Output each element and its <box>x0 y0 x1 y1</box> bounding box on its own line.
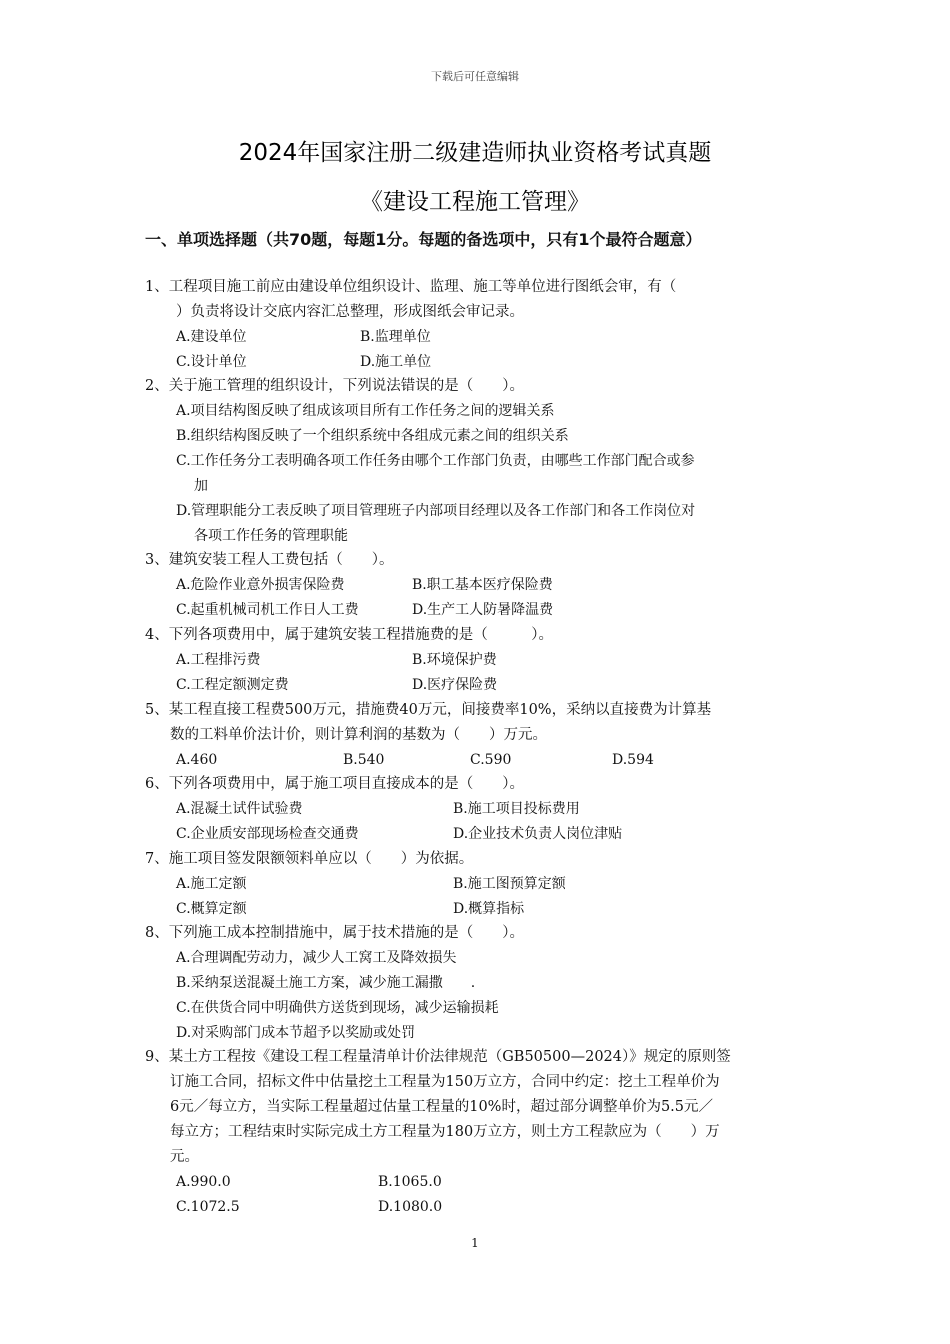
question-9-option-c: C.1072.5 <box>176 1199 240 1215</box>
question-5-option-c: C.590 <box>470 752 512 768</box>
question-5-option-d: D.594 <box>612 752 654 768</box>
question-5-option-b: B.540 <box>343 752 385 768</box>
question-2-option-c: C.工作任务分工表明确各项工作任务由哪个工作部门负责，由哪些工作部门配合或参 <box>176 453 695 469</box>
question-4-option-c: C.工程定额测定费 <box>176 677 289 693</box>
question-6-option-b: B.施工项目投标费用 <box>453 801 580 817</box>
question-6-option-a: A.混凝土试件试验费 <box>176 801 303 817</box>
question-2-option-b: B.组织结构图反映了一个组织系统中各组成元素之间的组织关系 <box>176 428 569 444</box>
question-2-option-d: D.管理职能分工表反映了项目管理班子内部项目经理以及各工作部门和各工作岗位对 <box>176 503 696 519</box>
question-1-option-b: B.监理单位 <box>360 329 431 345</box>
question-3-option-a: A.危险作业意外损害保险费 <box>176 577 345 593</box>
page-header: 下载后可任意编辑 <box>431 70 519 83</box>
question-8-line-1: 8、下列施工成本控制措施中，属于技术措施的是（ ）。 <box>145 925 524 941</box>
page-number: 1 <box>471 1236 479 1250</box>
question-9-option-d: D.1080.0 <box>378 1199 443 1215</box>
question-8-option-d: D.对采购部门成本节超予以奖励或处罚 <box>176 1025 416 1041</box>
question-3-line-1: 3、建筑安装工程人工费包括（ ）。 <box>145 552 394 568</box>
question-9-line-2: 订施工合同，招标文件中估量挖土工程量为150万立方，合同中约定：挖土工程单价为 <box>170 1074 720 1090</box>
question-9-option-b: B.1065.0 <box>378 1174 442 1190</box>
question-6-option-d: D.企业技术负责人岗位津贴 <box>453 826 623 842</box>
question-2-option-c-cont: 加 <box>194 478 208 494</box>
question-4-line-1: 4、下列各项费用中，属于建筑安装工程措施费的是（ ）。 <box>145 627 553 643</box>
question-5-line-2: 数的工料单价法计价，则计算利润的基数为（ ）万元。 <box>170 727 547 743</box>
section-heading: 一、单项选择题（共70题，每题1分。每题的备选项中，只有1个最符合题意） <box>145 230 702 249</box>
question-7-line-1: 7、施工项目签发限额领料单应以（ ）为依据。 <box>145 851 474 867</box>
question-6-option-c: C.企业质安部现场检查交通费 <box>176 826 359 842</box>
question-7-option-d: D.概算指标 <box>453 901 525 917</box>
question-9-line-5: 元。 <box>170 1149 199 1165</box>
subject-title: 《建设工程施工管理》 <box>360 189 590 215</box>
question-9-line-4: 每立方；工程结束时实际完成土方工程量为180万立方，则土方工程款应为（ ）万 <box>170 1124 720 1140</box>
question-6-line-1: 6、下列各项费用中，属于施工项目直接成本的是（ ）。 <box>145 776 524 792</box>
question-9-line-1: 9、某土方工程按《建设工程工程量清单计价法律规范（GB50500—2024）》规定的原则签 <box>145 1049 731 1065</box>
question-1-option-a: A.建设单位 <box>176 329 247 345</box>
question-7-option-c: C.概算定额 <box>176 901 247 917</box>
question-3-option-d: D.生产工人防暑降温费 <box>412 602 554 618</box>
question-1-option-d: D.施工单位 <box>360 354 432 370</box>
question-5-option-a: A.460 <box>176 752 218 768</box>
question-4-option-a: A.工程排污费 <box>176 652 261 668</box>
question-8-option-b: B.采纳泵送混凝土施工方案，减少施工漏撒 . <box>176 975 476 991</box>
question-7-option-b: B.施工图预算定额 <box>453 876 566 892</box>
question-9-option-a: A.990.0 <box>176 1174 231 1190</box>
question-3-option-c: C.起重机械司机工作日人工费 <box>176 602 359 618</box>
question-2-line-1: 2、关于施工管理的组织设计，下列说法错误的是（ ）。 <box>145 378 524 394</box>
exam-title: 2024年国家注册二级建造师执业资格考试真题 <box>238 140 712 166</box>
question-9-line-3: 6元／每立方，当实际工程量超过估量工程量的10%时，超过部分调整单价为5.5元／ <box>170 1099 714 1115</box>
question-1-line-1: 1、工程项目施工前应由建设单位组织设计、监理、施工等单位进行图纸会审，有（ <box>145 279 677 295</box>
question-5-line-1: 5、某工程直接工程费500万元，措施费40万元，间接费率10%，采纳以直接费为计算基 <box>145 702 712 718</box>
question-8-option-a: A.合理调配劳动力，减少人工窝工及降效损失 <box>176 950 457 966</box>
question-1-option-c: C.设计单位 <box>176 354 247 370</box>
question-2-option-d-cont: 各项工作任务的管理职能 <box>194 528 348 544</box>
question-3-option-b: B.职工基本医疗保险费 <box>412 577 553 593</box>
question-4-option-d: D.医疗保险费 <box>412 677 498 693</box>
question-1-line-2: ）负责将设计交底内容汇总整理，形成图纸会审记录。 <box>176 304 524 320</box>
question-4-option-b: B.环境保护费 <box>412 652 497 668</box>
question-2-option-a: A.项目结构图反映了组成该项目所有工作任务之间的逻辑关系 <box>176 403 555 419</box>
question-7-option-a: A.施工定额 <box>176 876 247 892</box>
question-8-option-c: C.在供货合同中明确供方送货到现场，减少运输损耗 <box>176 1000 499 1016</box>
